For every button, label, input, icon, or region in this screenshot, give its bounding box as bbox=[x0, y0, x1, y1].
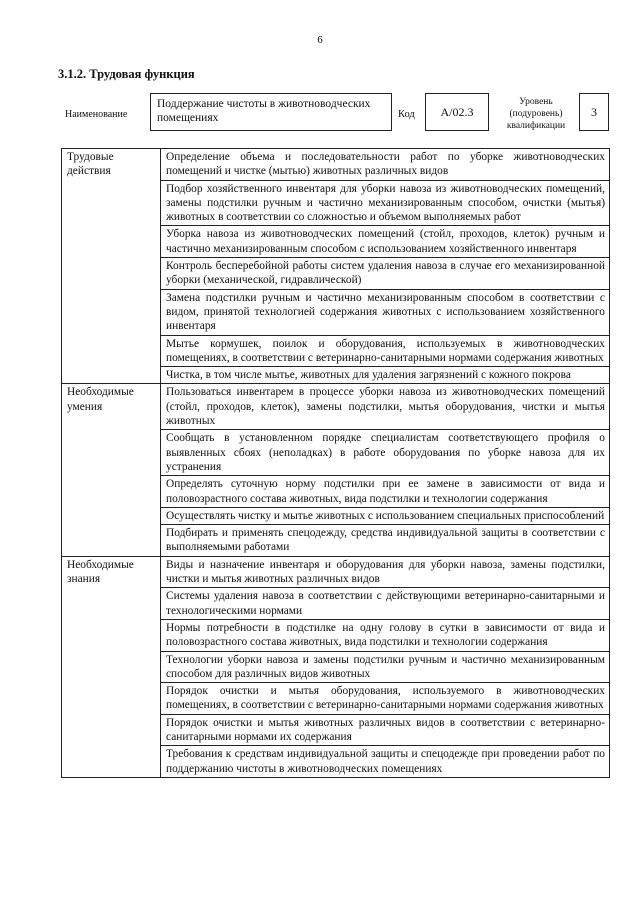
table-body bbox=[62, 149, 610, 778]
table-cell: Технологии уборки навоза и замены подстилки ручным и частично механизированным способом для различных видов животных bbox=[161, 651, 610, 683]
table-row bbox=[62, 556, 610, 588]
table-cell: Осуществлять чистку и мытье животных с использованием специальных приспособлений bbox=[161, 507, 610, 524]
table-cell: Порядок очистки и мытья оборудования, используемого в животноводческих помещениях, в соответствии с ветеринарно-санитарными нормами содержания животных bbox=[161, 683, 610, 715]
table-cell: Подбирать и применять спецодежду, средства индивидуальной защиты в соответствии с выполняемыми работами bbox=[161, 525, 610, 557]
level-label: Уровень (подуровень) квалификации bbox=[506, 97, 566, 131]
name-label: Наименование bbox=[65, 109, 128, 120]
table-cell: Уборка навоза из животноводческих помещений (стойл, проходов, клеток) ручным и частично механизированным способом с использованием хозяйственного инвентаря bbox=[161, 226, 610, 258]
table-cell: Определять суточную норму подстилки при ее замене в зависимости от вида и половозрастного состава животных, вида подстилки и технологии содержания bbox=[161, 476, 610, 508]
table-cell: Определение объема и последовательности работ по уборке животноводческих помещений и чистке (мытью) животных различных видов bbox=[161, 149, 610, 181]
group-title: Необходимые знания bbox=[62, 556, 161, 777]
qualification-level-box: 3 bbox=[579, 93, 609, 131]
function-code-box: А/02.3 bbox=[425, 93, 489, 131]
labor-function-table bbox=[61, 148, 610, 778]
group-title: Трудовые действия bbox=[62, 149, 161, 384]
page-number: 6 bbox=[317, 34, 323, 46]
section-title: 3.1.2. Трудовая функция bbox=[58, 67, 195, 81]
table-cell: Мытье кормушек, поилок и оборудования, используемых в животноводческих помещениях, в соответствии с ветеринарно-санитарными нормами содержания животных bbox=[161, 335, 610, 367]
table-cell: Требования к средствам индивидуальной защиты и спецодежде при проведении работ по поддержанию чистоты в животноводческих помещениях bbox=[161, 746, 610, 778]
table-cell: Подбор хозяйственного инвентаря для уборки навоза из животноводческих помещений, замены подстилки ручным и частично механизированным способом, очистки (мытья) животных в соответствии со сложностью и объемом выполняемых работ bbox=[161, 180, 610, 226]
table-cell: Порядок очистки и мытья животных различных видов в соответствии с ветеринарно-санитарными нормами их содержания bbox=[161, 714, 610, 746]
table-row bbox=[62, 149, 610, 181]
table-cell: Контроль бесперебойной работы систем удаления навоза в случае его механизированной уборки (механической, гидравлической) bbox=[161, 258, 610, 290]
group-title: Необходимые умения bbox=[62, 384, 161, 556]
function-name-box: Поддержание чистоты в животноводческих помещениях bbox=[150, 93, 392, 131]
table-cell: Чистка, в том числе мытье, животных для удаления загрязнений с кожного покрова bbox=[161, 367, 610, 384]
table-cell: Системы удаления навоза в соответствии с действующими ветеринарно-санитарными и технологическими нормами bbox=[161, 588, 610, 620]
table-cell: Сообщать в установленном порядке специалистам соответствующего профиля о выявленных сбоях (неполадках) в работе оборудования по уборке навоза для их устранения bbox=[161, 430, 610, 476]
table-row bbox=[62, 384, 610, 430]
code-label: Код bbox=[398, 109, 415, 120]
table-cell: Пользоваться инвентарем в процессе уборки навоза из животноводческих помещений (стойл, проходов, клеток), замены подстилки, мытья оборудования, чистки и мытья животных bbox=[161, 384, 610, 430]
table-cell: Нормы потребности в подстилке на одну голову в сутки в зависимости от вида и половозрастного состава животных, вида подстилки и технологии содержания bbox=[161, 619, 610, 651]
table-cell: Замена подстилки ручным и частично механизированным способом в соответствии с видом, принятой технологией содержания животных с использованием хозяйственного инвентаря bbox=[161, 289, 610, 335]
table-cell: Виды и назначение инвентаря и оборудования для уборки навоза, замены подстилки, чистки и мытья животных различных видов bbox=[161, 556, 610, 588]
